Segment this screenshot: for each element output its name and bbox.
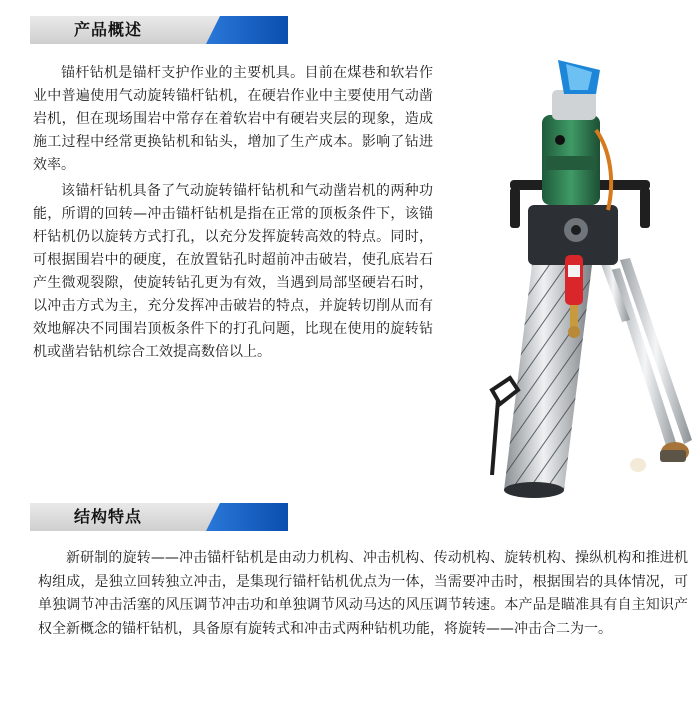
section-title-overview: 产品概述: [74, 20, 143, 39]
overview-paragraph-1: 锚杆钻机是锚杆支护作业的主要机具。目前在煤巷和软岩作业中普遍使用气动旋转锚杆钻机，在硬岩作业中主要使用气动凿岩机，但在现场围岩中常存在着软岩中有硬岩夹层的现象，造成施工过程中经常更换钻机和钻头，增加了生产成本。影响了钻进效率。: [33, 65, 433, 173]
header-accent-bar: [206, 503, 288, 531]
header-accent-bar: [206, 16, 288, 44]
section-header-overview: [30, 16, 288, 44]
anchor-drill-image: [470, 60, 700, 500]
section-header-features: [30, 503, 288, 531]
section-title-features: 结构特点: [74, 507, 143, 526]
features-paragraph-1: 新研制的旋转——冲击锚杆钻机是由动力机构、冲击机构、传动机构、旋转机构、操纵机构和推进机构组成，是独立回转独立冲击，是集现行锚杆钻机优点为一体，当需要冲击时，根据围岩的具体情况，可单独调节冲击活塞的风压调节冲击功和单独调节风动马达的风压调节转速。本产品是瞄准具有自主知识产权全新概念的锚杆钻机，具备原有旋转式和冲击式两种钻机功能，将旋转——冲击合二为一。: [38, 550, 688, 637]
overview-paragraph-2: 该锚杆钻机具备了气动旋转锚杆钻机和气动凿岩机的两种功能，所谓的回转—冲击锚杆钻机是指在正常的顶板条件下，该锚杆钻机仍以旋转方式打孔，以充分发挥旋转高效的特点。同时，可根据围岩中的硬度，在放置钻孔时超前冲击破岩，使孔底岩石产生微观裂隙，使旋转钻孔更为有效，当遇到局部坚硬岩石时，以冲击方式为主，充分发挥冲击破岩的特点，并旋转切削从而有效地解决不同围岩顶板条件下的打孔问题，比现在使用的旋转钻机或凿岩钻机综合工效提高数倍以上。: [33, 183, 433, 360]
